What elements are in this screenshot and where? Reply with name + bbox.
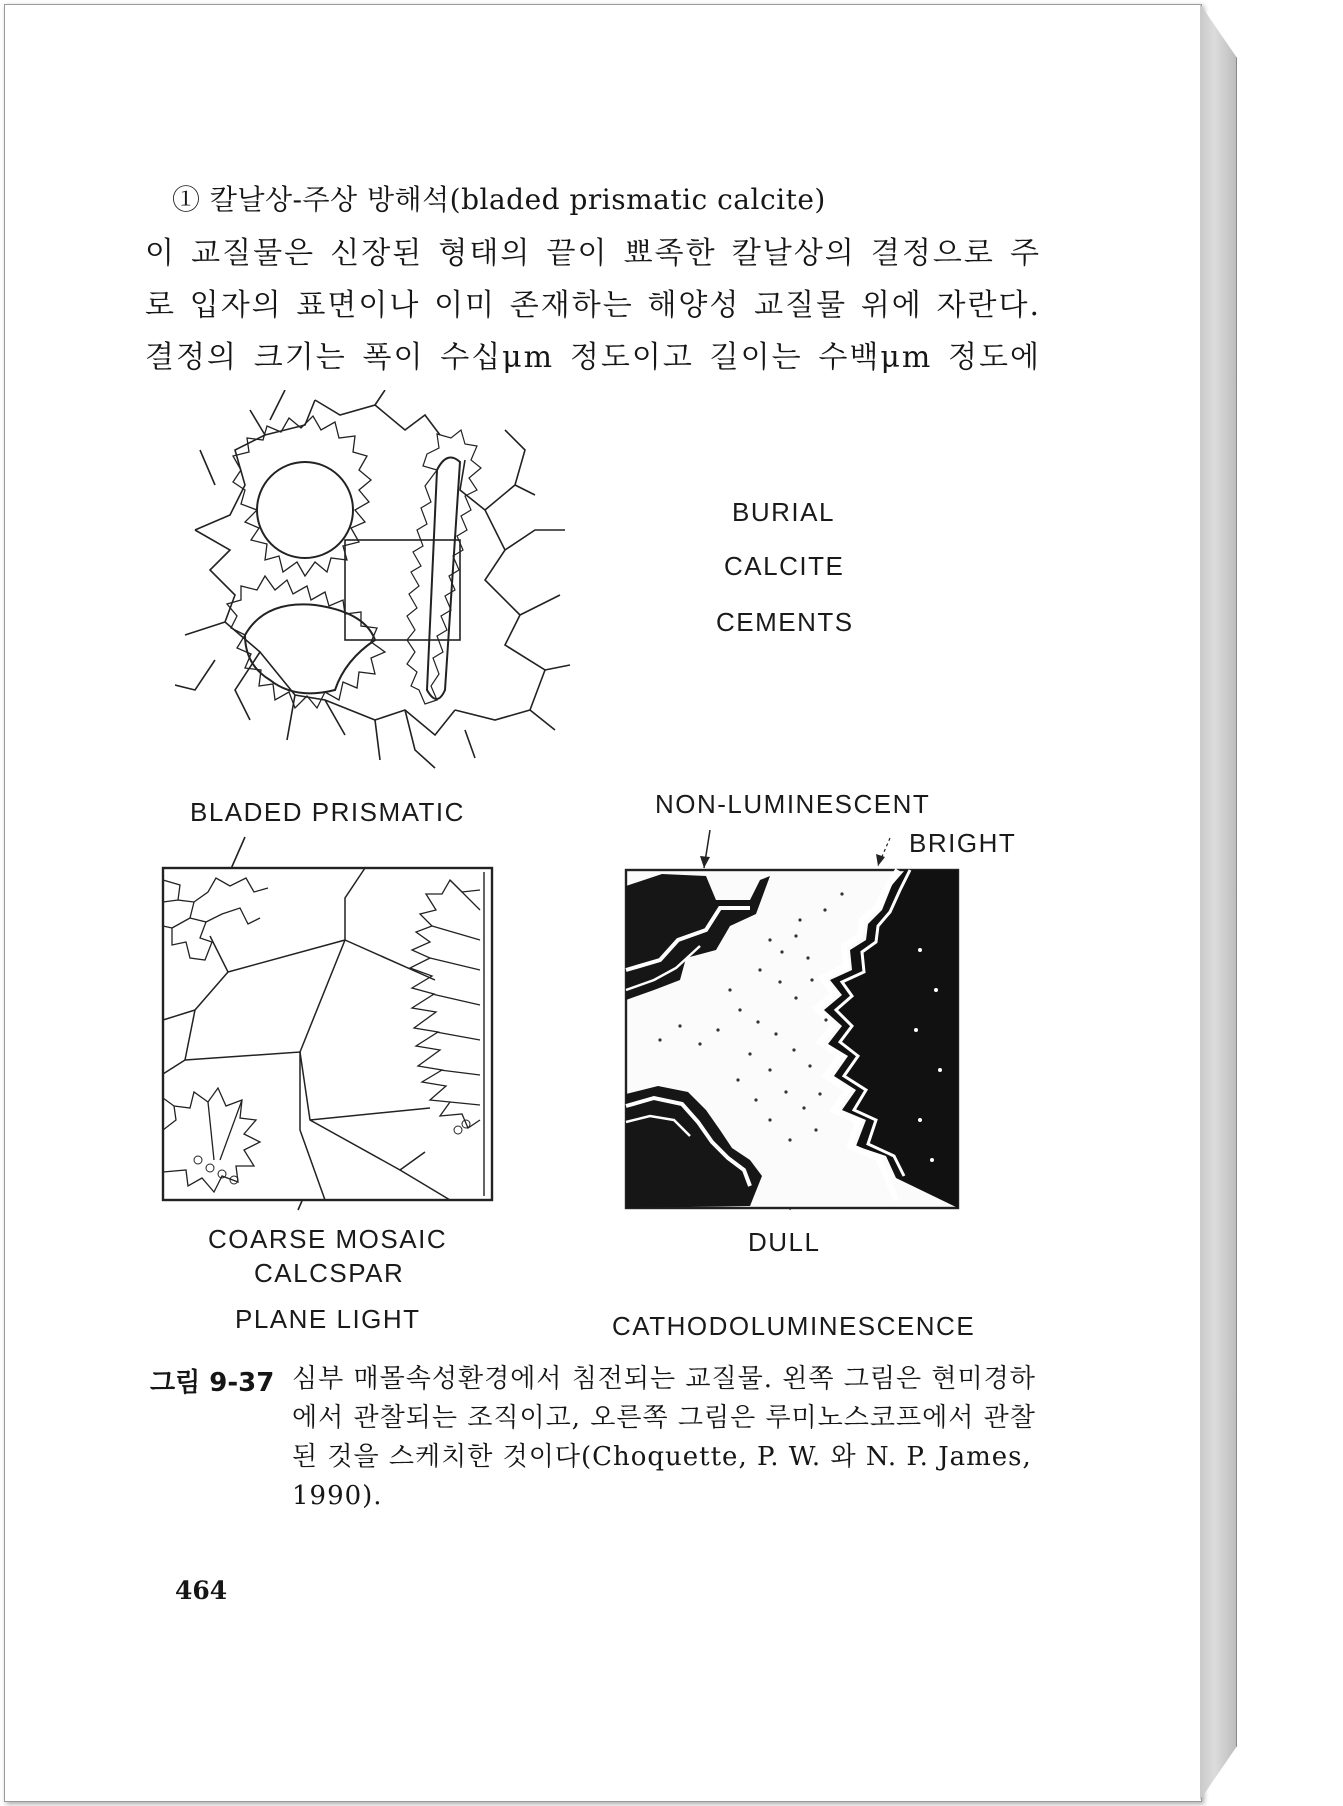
figure-title-line-2: CALCITE — [724, 551, 845, 581]
figure-title-line-1: BURIAL — [732, 497, 835, 527]
label-bright: BRIGHT — [909, 828, 1017, 858]
label-calcspar: CALCSPAR — [254, 1258, 405, 1288]
label-non-luminescent: NON-LUMINESCENT — [655, 789, 931, 819]
page-number: 464 — [175, 1576, 228, 1605]
body-line-3: 결정의 크기는 폭이 수십μm 정도이고 길이는 수백μm 정도에 — [145, 340, 1041, 375]
figure-title-line-3: CEMENTS — [716, 607, 854, 637]
figure-number: 그림 9-37 — [150, 1368, 275, 1398]
body-line-1: 이 교질물은 신장된 형태의 끝이 뾰족한 칼날상의 결정으로 주 — [145, 236, 1041, 271]
label-plane-light: PLANE LIGHT — [235, 1304, 421, 1334]
body-line-2: 로 입자의 표면이나 이미 존재하는 해양성 교질물 위에 자란다. — [145, 288, 1041, 323]
label-cathodoluminescence: CATHODOLUMINESCENCE — [612, 1311, 976, 1341]
plane-light-panel — [150, 830, 500, 1230]
cathodoluminescence-panel — [620, 830, 970, 1230]
label-coarse-mosaic: COARSE MOSAIC — [208, 1224, 448, 1254]
figure-caption: 심부 매몰속성환경에서 침전되는 교질물. 왼쪽 그림은 현미경하에서 관찰되는 조직이고, 오른쪽 그림은 루미노스코프에서 관찰된 것을 스케치한 것이다(Choquette, P. W. 와 N. P. James, 1990). — [292, 1364, 1036, 1511]
section-heading: ① 칼날상-주상 방해석(bladed prismatic calcite) — [172, 183, 826, 216]
label-dull: DULL — [748, 1227, 821, 1257]
page-edge — [1200, 4, 1237, 1800]
label-bladed-prismatic: BLADED PRISMATIC — [190, 797, 465, 827]
grain-overview-sketch — [175, 390, 575, 770]
